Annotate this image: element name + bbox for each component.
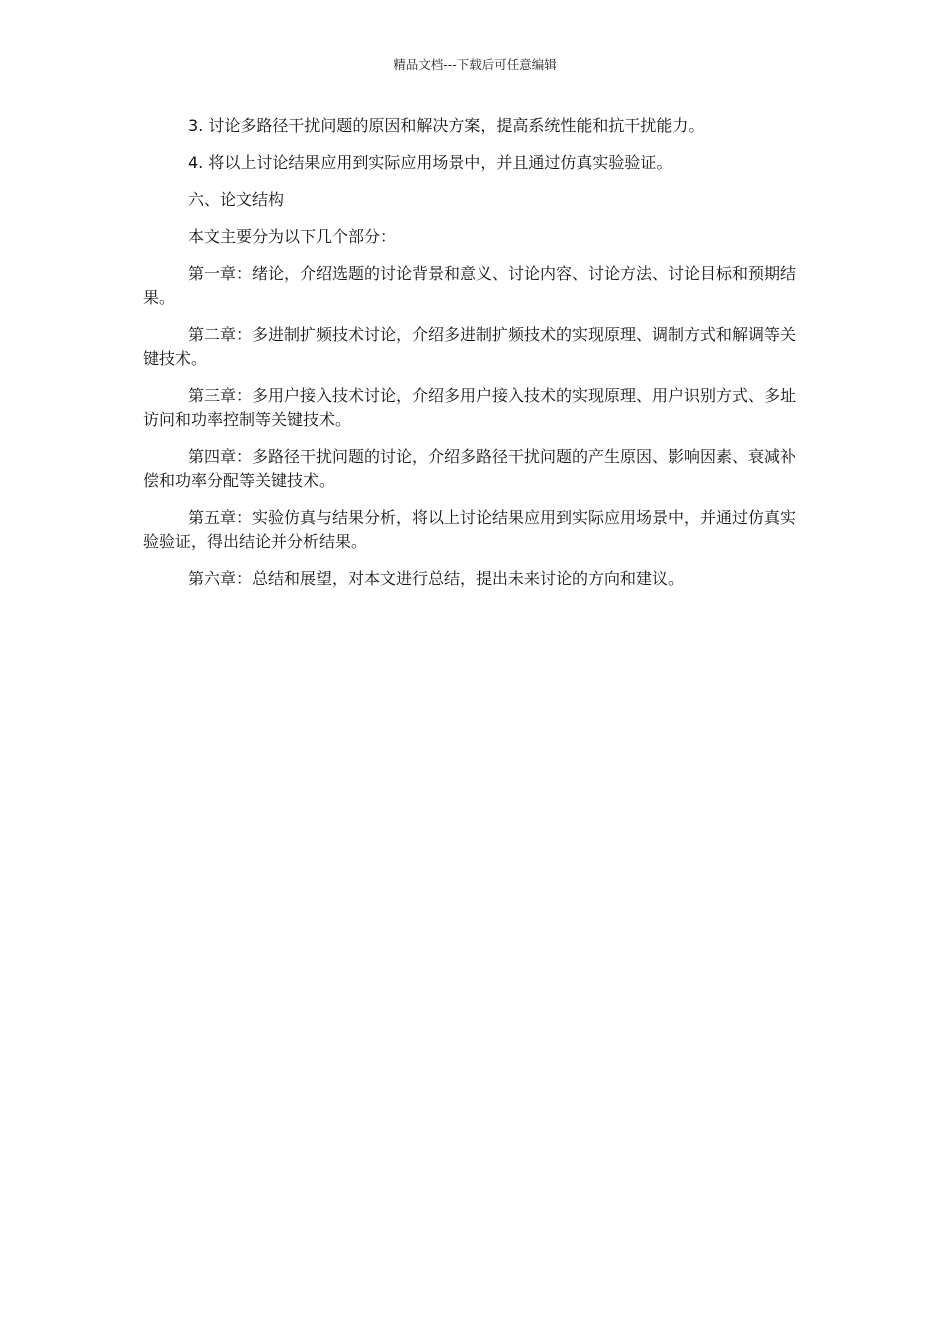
page-header: 精品文档---下载后可任意编辑 <box>393 57 557 72</box>
chapter-4-description: 第四章：多路径干扰问题的讨论，介绍多路径干扰问题的产生原因、影响因素、衰减补偿和功率分配等关键技术。 <box>143 447 797 490</box>
objective-item-3: 3. 讨论多路径干扰问题的原因和解决方案，提高系统性能和抗干扰能力。 <box>188 116 705 135</box>
objective-item-4: 4. 将以上讨论结果应用到实际应用场景中，并且通过仿真实验验证。 <box>188 153 673 172</box>
chapter-1-description: 第一章：绪论，介绍选题的讨论背景和意义、讨论内容、讨论方法、讨论目标和预期结果。 <box>143 264 797 307</box>
section-heading-thesis-structure: 六、论文结构 <box>188 190 285 209</box>
structure-intro: 本文主要分为以下几个部分： <box>188 227 397 246</box>
chapter-5-description: 第五章：实验仿真与结果分析，将以上讨论结果应用到实际应用场景中，并通过仿真实验验证，得出结论并分析结果。 <box>143 508 797 551</box>
chapter-6-description: 第六章：总结和展望，对本文进行总结，提出未来讨论的方向和建议。 <box>188 569 685 588</box>
chapter-2-description: 第二章：多进制扩频技术讨论，介绍多进制扩频技术的实现原理、调制方式和解调等关键技术。 <box>143 325 797 368</box>
document-body <box>143 114 811 591</box>
chapter-3-description: 第三章：多用户接入技术讨论，介绍多用户接入技术的实现原理、用户识别方式、多址访问和功率控制等关键技术。 <box>143 386 797 429</box>
